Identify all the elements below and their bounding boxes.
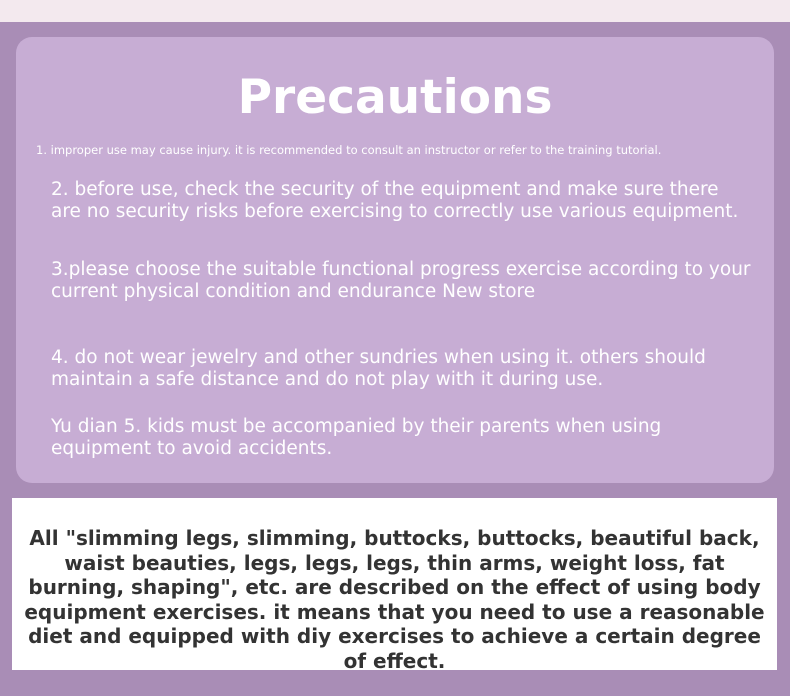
precaution-item-4: 4. do not wear jewelry and other sundries when using it. others should maintain a safe distance and do not play with it during use. bbox=[51, 347, 706, 390]
precaution-item-1: 1. improper use may cause injury. it is recommended to consult an instructor or refer to the training tutorial. bbox=[36, 143, 662, 157]
precaution-item-5: Yu dian 5. kids must be accompanied by their parents when using equipment to avoid accidents. bbox=[51, 416, 662, 459]
precaution-item-2: 2. before use, check the security of the equipment and make sure there are no security risks before exercising to correctly use various equipment. bbox=[51, 179, 739, 222]
precautions-panel bbox=[16, 37, 774, 483]
bottom-strip bbox=[0, 676, 790, 696]
disclaimer-text: All "slimming legs, slimming, buttocks, buttocks, beautiful back, waist beauties, legs, legs, legs, thin arms, weight loss, fat burning, shaping", etc. are described on the effect of using body equipment exercises. it means that you need to use a reasonable diet and equipped with diy exercises to achieve a certain degree of effect. bbox=[24, 526, 765, 673]
precaution-item-3: 3.please choose the suitable functional progress exercise according to your current physical condition and endurance New store bbox=[51, 259, 751, 302]
top-strip bbox=[0, 0, 790, 22]
disclaimer-box bbox=[12, 498, 777, 673]
precautions-title: Precautions bbox=[237, 70, 553, 125]
